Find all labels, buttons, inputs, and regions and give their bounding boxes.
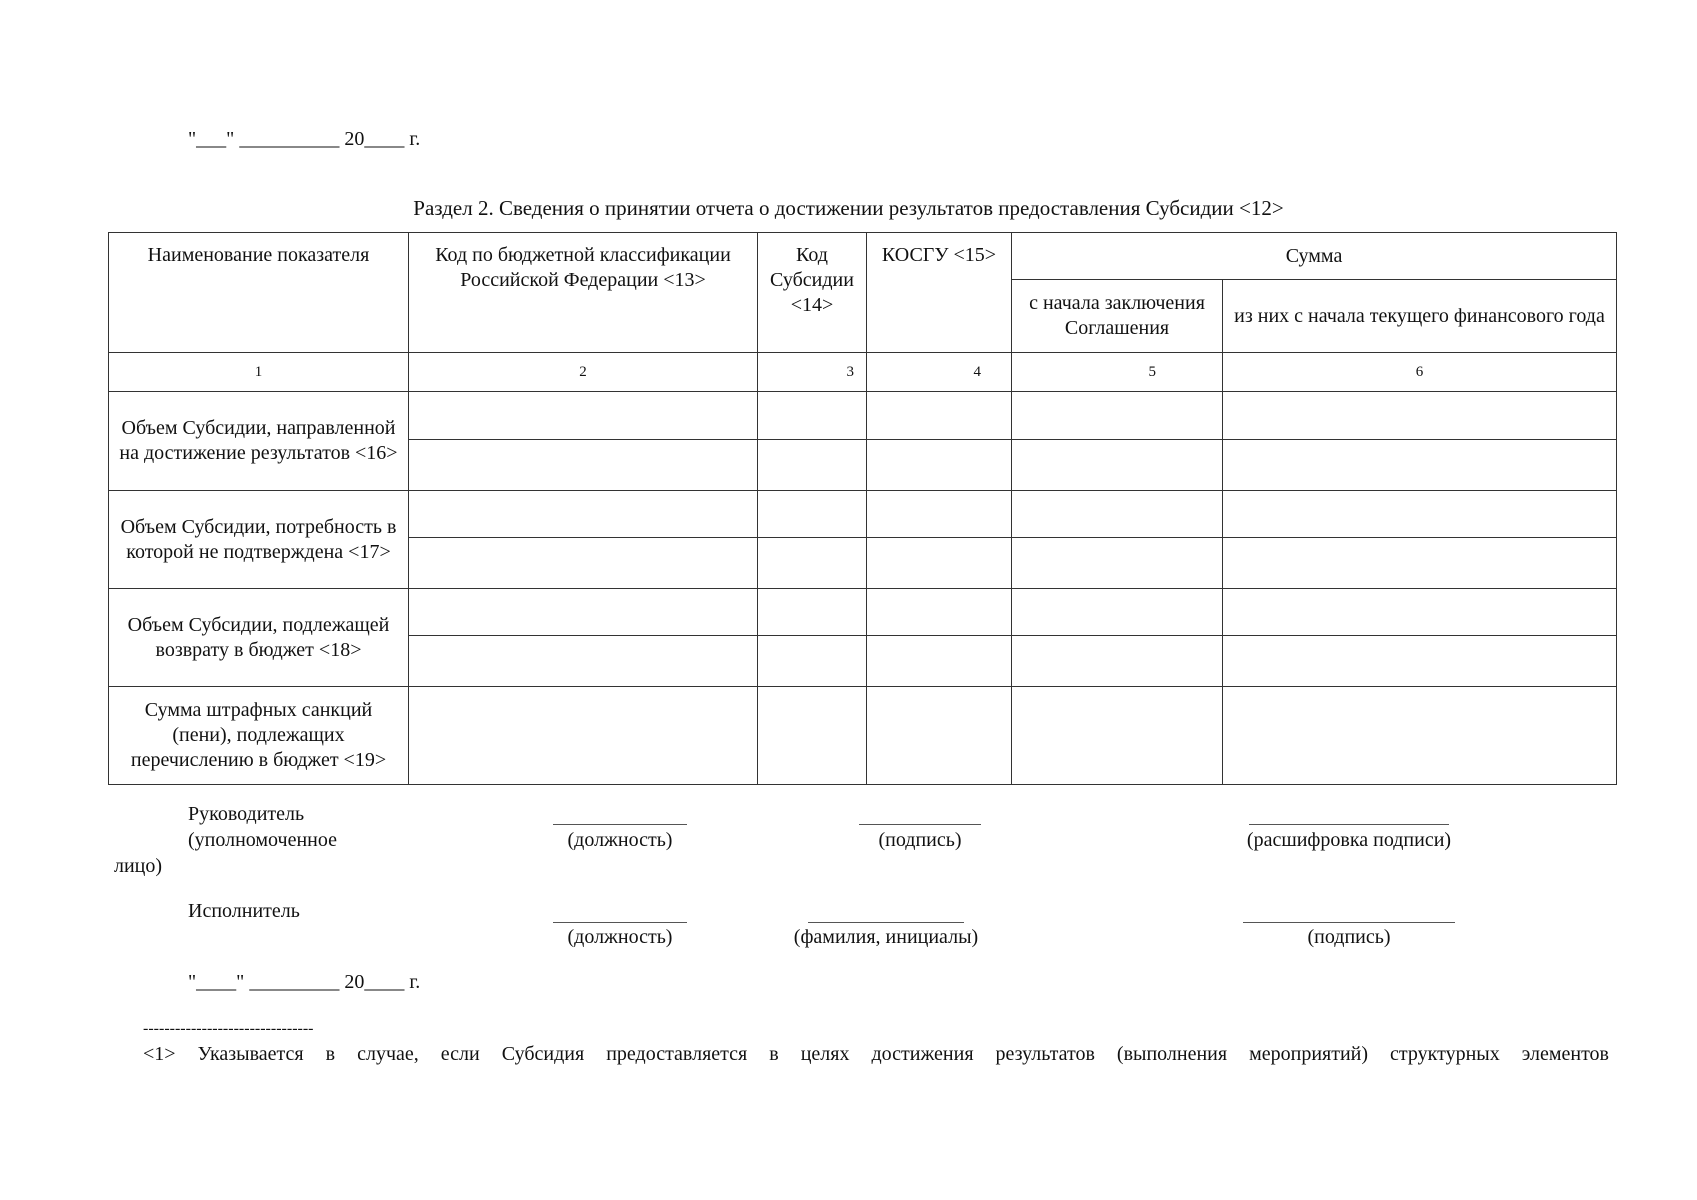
header-name: Наименование показателя xyxy=(109,233,409,353)
table-cell xyxy=(867,589,1012,636)
section-title: Раздел 2. Сведения о принятии отчета о достижении результатов предоставления Субсидии <12> xyxy=(413,196,1284,220)
table-cell xyxy=(1012,392,1223,440)
date-bottom: "____" _________ 20____ г. xyxy=(188,971,421,993)
table-cell xyxy=(1012,538,1223,589)
head-label-line3: лицо) xyxy=(114,855,163,877)
head-signature-caption: (подпись) xyxy=(878,829,962,851)
header-budget-code: Код по бюджетной классификации Российской Федерации <13> xyxy=(409,233,758,353)
table-cell xyxy=(758,392,867,440)
column-number: 4 xyxy=(867,353,1012,392)
table-cell xyxy=(867,538,1012,589)
column-number: 3 xyxy=(758,353,867,392)
table-cell xyxy=(409,491,758,538)
executor-name-caption: (фамилия, инициалы) xyxy=(793,926,979,948)
table-cell xyxy=(409,392,758,440)
report-table xyxy=(108,232,1617,785)
executor-position-caption: (должность) xyxy=(567,926,673,948)
table-cell xyxy=(1012,440,1223,491)
header-sum-since-agreement: с начала заключения Соглашения xyxy=(1012,280,1223,353)
table-cell xyxy=(1223,589,1617,636)
executor-label: Исполнитель xyxy=(188,900,300,922)
head-decoding-line xyxy=(1249,824,1449,825)
table-cell xyxy=(1223,687,1617,785)
table-cell xyxy=(1223,491,1617,538)
table-cell xyxy=(867,440,1012,491)
table-cell xyxy=(409,636,758,687)
head-label-line2: (уполномоченное xyxy=(188,829,338,851)
table-cell xyxy=(758,440,867,491)
header-sum: Сумма xyxy=(1012,233,1617,280)
table-cell xyxy=(409,687,758,785)
table-cell xyxy=(409,538,758,589)
table-cell xyxy=(758,687,867,785)
table-cell xyxy=(1223,538,1617,589)
footnote-1: <1> Указывается в случае, если Субсидия предоставляется в целях достижения результатов (выполнения мероприятий) структурных элементов xyxy=(143,1043,1609,1065)
header-sum-since-year: из них с начала текущего финансового года xyxy=(1223,280,1617,353)
table-cell xyxy=(867,636,1012,687)
column-number: 6 xyxy=(1223,353,1617,392)
table-cell xyxy=(1223,392,1617,440)
table-row xyxy=(109,687,1617,785)
table-cell xyxy=(409,589,758,636)
head-decoding-caption: (расшифровка подписи) xyxy=(1246,829,1452,851)
column-number: 2 xyxy=(409,353,758,392)
column-number: 1 xyxy=(109,353,409,392)
row-label: Объем Субсидии, направленной на достижение результатов <16> xyxy=(109,392,409,491)
table-cell xyxy=(1012,589,1223,636)
header-subsidy-code: Код Субсидии <14> xyxy=(758,233,867,353)
table-cell xyxy=(758,636,867,687)
head-position-caption: (должность) xyxy=(567,829,673,851)
table-cell xyxy=(867,491,1012,538)
table-cell xyxy=(1012,687,1223,785)
table-cell xyxy=(758,589,867,636)
head-signature-line xyxy=(859,824,981,825)
footnote-separator: -------------------------------- xyxy=(143,1020,314,1037)
executor-signature-caption: (подпись) xyxy=(1307,926,1391,948)
row-label: Объем Субсидии, потребность в которой не подтверждена <17> xyxy=(109,491,409,589)
executor-signature-line xyxy=(1243,922,1455,923)
date-top: "___" __________ 20____ г. xyxy=(188,128,421,150)
table-row xyxy=(109,491,1617,538)
column-number: 5 xyxy=(1012,353,1223,392)
table-cell xyxy=(1012,636,1223,687)
executor-position-line xyxy=(553,922,687,923)
head-label-line1: Руководитель xyxy=(188,803,305,825)
table-cell xyxy=(758,538,867,589)
executor-name-line xyxy=(808,922,964,923)
header-kosgu: КОСГУ <15> xyxy=(867,233,1012,353)
table-cell xyxy=(867,392,1012,440)
table-row xyxy=(109,589,1617,636)
table-cell xyxy=(409,440,758,491)
table-cell xyxy=(1012,491,1223,538)
head-position-line xyxy=(553,824,687,825)
row-label: Сумма штрафных санкций (пени), подлежащих перечислению в бюджет <19> xyxy=(109,687,409,785)
table-cell xyxy=(1223,440,1617,491)
table-cell xyxy=(758,491,867,538)
row-label: Объем Субсидии, подлежащей возврату в бюджет <18> xyxy=(109,589,409,687)
table-cell xyxy=(867,687,1012,785)
table-row xyxy=(109,392,1617,440)
table-cell xyxy=(1223,636,1617,687)
